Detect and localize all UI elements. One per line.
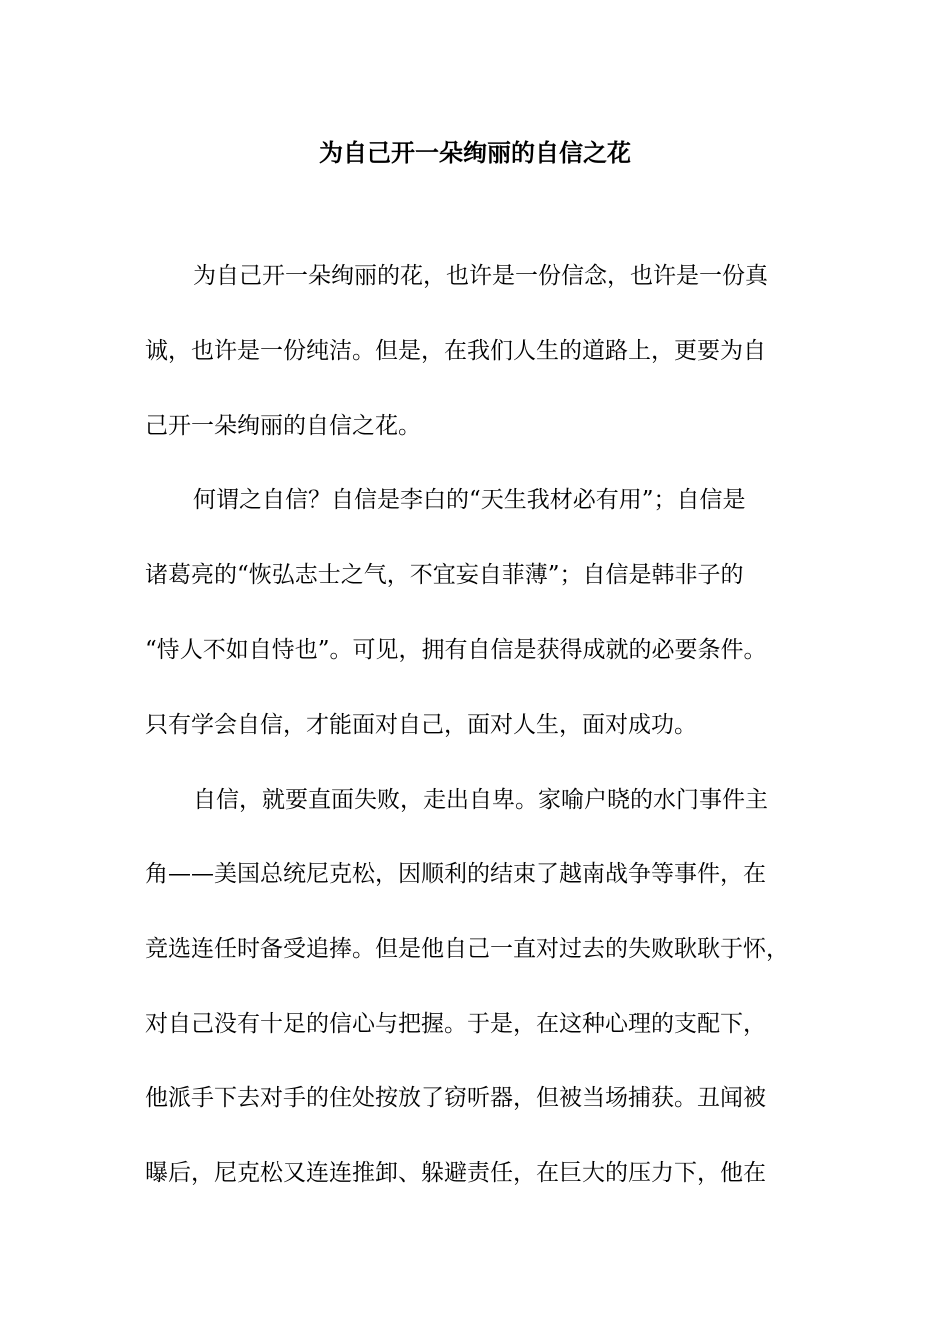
paragraph-3-line-4: 对自己没有十足的信心与把握。于是，在这种心理的支配下，	[145, 1011, 766, 1037]
paragraph-2-line-2: 诸葛亮的“恢弘志士之气，不宜妄自菲薄”；自信是韩非子的	[145, 562, 744, 588]
paragraph-3-line-5: 他派手下去对手的住处按放了窃听器，但被当场捕获。丑闻被	[145, 1085, 766, 1111]
document-title: 为自己开一朵绚丽的自信之花	[319, 138, 631, 167]
paragraph-1-line-3: 己开一朵绚丽的自信之花。	[145, 413, 421, 439]
paragraph-2-line-1: 何谓之自信？自信是李白的“天生我材必有用”；自信是	[193, 487, 746, 513]
paragraph-2-line-3: “恃人不如自恃也”。可见，拥有自信是获得成就的必要条件。	[145, 637, 767, 663]
paragraph-1-line-1: 为自己开一朵绚丽的花，也许是一份信念，也许是一份真	[193, 263, 768, 289]
paragraph-3-line-3: 竞选连任时备受追捧。但是他自己一直对过去的失败耿耿于怀，	[145, 936, 789, 962]
paragraph-3-line-1: 自信，就要直面失败，走出自卑。家喻户晓的水门事件主	[193, 787, 768, 813]
paragraph-2-line-4: 只有学会自信，才能面对自己，面对人生，面对成功。	[145, 712, 697, 738]
paragraph-3-line-6: 曝后，尼克松又连连推卸、躲避责任，在巨大的压力下，他在	[145, 1160, 766, 1186]
paragraph-1-line-2: 诚，也许是一份纯洁。但是，在我们人生的道路上，更要为自	[145, 338, 766, 364]
paragraph-3-line-2: 角——美国总统尼克松，因顺利的结束了越南战争等事件，在	[145, 861, 766, 887]
